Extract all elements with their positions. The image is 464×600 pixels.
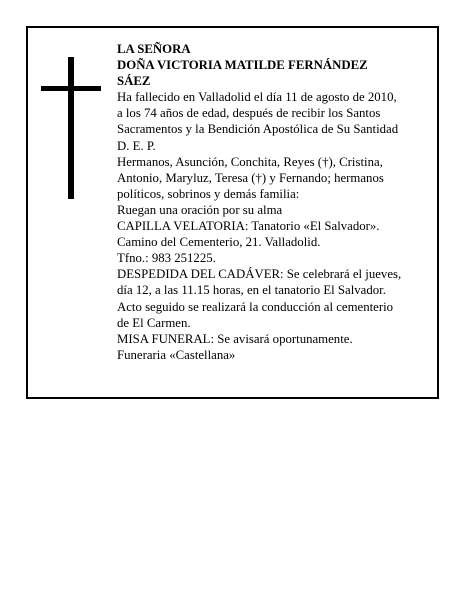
- notice-line-15: de El Carmen.: [117, 315, 191, 330]
- notice-line-9: CAPILLA VELATORIA: Tanatorio «El Salvador».: [117, 219, 380, 234]
- notice-line-4: D. E. P.: [117, 138, 156, 153]
- obituary-notice: [26, 26, 439, 399]
- notice-line-2: a los 74 años de edad, después de recibir los Santos: [117, 106, 381, 121]
- deceased-name-line-2: SÁEZ: [117, 74, 151, 89]
- notice-text: [117, 41, 427, 363]
- notice-line-1: Ha fallecido en Valladolid el día 11 de agosto de 2010,: [117, 90, 397, 105]
- notice-line-7: políticos, sobrinos y demás familia:: [117, 186, 300, 201]
- notice-line-14: Acto seguido se realizará la conducción al cementerio: [117, 299, 394, 314]
- deceased-name-line-1: DOÑA VICTORIA MATILDE FERNÁNDEZ: [117, 58, 368, 73]
- notice-line-3: Sacramentos y la Bendición Apostólica de Su Santidad: [117, 122, 399, 137]
- notice-line-6: Antonio, Maryluz, Teresa (†) y Fernando; hermanos: [117, 170, 384, 185]
- notice-line-17: Funeraria «Castellana»: [117, 347, 236, 362]
- notice-line-12: DESPEDIDA DEL CADÁVER: Se celebrará el jueves,: [117, 267, 402, 282]
- notice-line-16: MISA FUNERAL: Se avisará oportunamente.: [117, 331, 353, 346]
- notice-line-13: día 12, a las 11.15 horas, en el tanatorio El Salvador.: [117, 283, 386, 298]
- cross-vertical-bar: [68, 57, 74, 199]
- cross-horizontal-bar: [41, 86, 101, 91]
- heading-title: LA SEÑORA: [117, 42, 191, 56]
- notice-line-10: Camino del Cementerio, 21. Valladolid.: [117, 235, 321, 250]
- notice-line-8: Ruegan una oración por su alma: [117, 202, 283, 217]
- notice-line-5: Hermanos, Asunción, Conchita, Reyes (†), Cristina,: [117, 154, 383, 169]
- notice-line-11: Tfno.: 983 251225.: [117, 251, 216, 266]
